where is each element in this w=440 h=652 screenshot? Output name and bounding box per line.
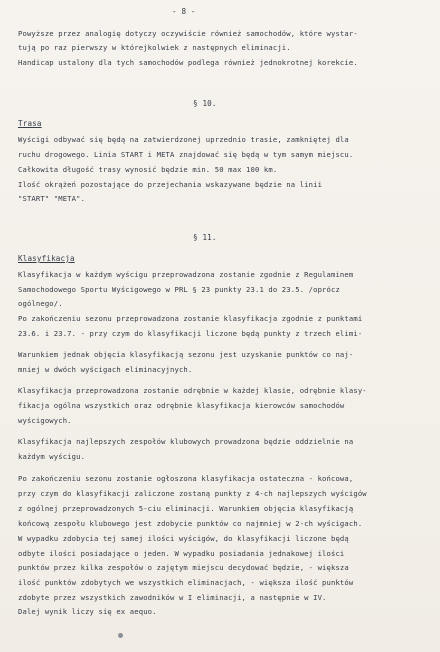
text-line: tują po raz pierwszy w którejkolwiek z następnych eliminacji. bbox=[18, 43, 291, 52]
section-title: Klasyfikacja bbox=[18, 254, 75, 263]
text-line: Wyścigi odbywać się będą na zatwierdzonej uprzednio trasie, zamkniętej dla bbox=[18, 135, 349, 144]
text-line: końcową zespołu klubowego jest zdobycie punktów co najmniej w 2-ch wyścigach. bbox=[18, 519, 363, 528]
text-line: Samochodowego Sportu Wyścigowego w PRL § 23 punkty 23.1 do 23.5. /oprócz bbox=[18, 285, 340, 294]
text-line: fikacja ogólna wszystkich oraz odrębnie klasyfikacja kierowców samochodów bbox=[18, 401, 345, 410]
text-line: Ilość okrążeń pozostające do przejechania wskazywane będzie na linii bbox=[18, 180, 323, 189]
punch-hole-mark bbox=[118, 633, 123, 638]
text-line: W wypadku zdobycia tej samej ilości wyścigów, do klasyfikacji liczone będą bbox=[18, 534, 349, 543]
text-line: 23.6. i 23.7. - przy czym do klasyfikacji liczone będą punkty z trzech elimi- bbox=[18, 329, 363, 338]
text-line: mniej w dwóch wyścigach eliminacyjnych. bbox=[18, 365, 193, 374]
text-line: zdobyte przez wszystkich zawodników w I eliminacji, a następnie w IV. bbox=[18, 593, 327, 602]
text-line: przy czym do klasyfikacji zaliczone zostaną punkty z 4-ch najlepszych wyścigów bbox=[18, 489, 367, 498]
text-line: Klasyfikacja przeprowadzona zostanie odrębnie w każdej klasie, odrębnie klasy- bbox=[18, 386, 367, 395]
text-line: każdym wyścigu. bbox=[18, 452, 86, 461]
text-line: Warunkiem jednak objęcia klasyfikacją sezonu jest uzyskanie punktów co naj- bbox=[18, 350, 354, 359]
text-line: Klasyfikacja najlepszych zespołów klubowych prowadzona będzie oddzielnie na bbox=[18, 437, 354, 446]
text-line: Całkowita długość trasy wynosić będzie min. 50 max 100 km. bbox=[18, 165, 278, 174]
text-line: z ogólnej przeprowadzonych 5-ciu eliminacji. Warunkiem objęcia klasyfikacją bbox=[18, 504, 354, 513]
section-title: Trasa bbox=[18, 119, 42, 128]
text-line: Klasyfikacja w każdym wyścigu przeprowadzona zostanie zgodnie z Regulaminem bbox=[18, 270, 354, 279]
text-line: Handicap ustalony dla tych samochodów podlega również jednokrotnej korekcie. bbox=[18, 58, 358, 67]
text-line: Po zakończeniu sezonu przeprowadzona zostanie klasyfikacja zgodnie z punktami bbox=[18, 314, 363, 323]
text-line: ilość punktów zdobytych we wszystkich eliminacjach, - większa ilość punktów bbox=[18, 578, 354, 587]
text-line: odbyte ilości posiadające o jeden. W wypadku posiadania jednakowej ilości bbox=[18, 549, 345, 558]
page-number: - 8 - bbox=[172, 7, 196, 16]
text-line: ogólnego/. bbox=[18, 299, 63, 308]
text-line: "START" "META". bbox=[18, 194, 86, 203]
text-line: Po zakończeniu sezonu zostanie ogłoszona klasyfikacja ostateczna - końcowa, bbox=[18, 474, 354, 483]
text-line: wyścigowych. bbox=[18, 416, 72, 425]
text-line: punktów przez kilka zespołów o zajętym miejscu decydować będzie, - większa bbox=[18, 563, 349, 572]
section-number: § 10. bbox=[193, 99, 217, 108]
text-line: ruchu drogowego. Linia START i META znajdować się będą w tym samym miejscu. bbox=[18, 150, 354, 159]
text-line: Powyższe przez analogię dotyczy oczywiście również samochodów, które wystar- bbox=[18, 29, 358, 38]
text-line: Dalej wynik liczy się ex aequo. bbox=[18, 607, 157, 616]
section-number: § 11. bbox=[193, 233, 217, 242]
